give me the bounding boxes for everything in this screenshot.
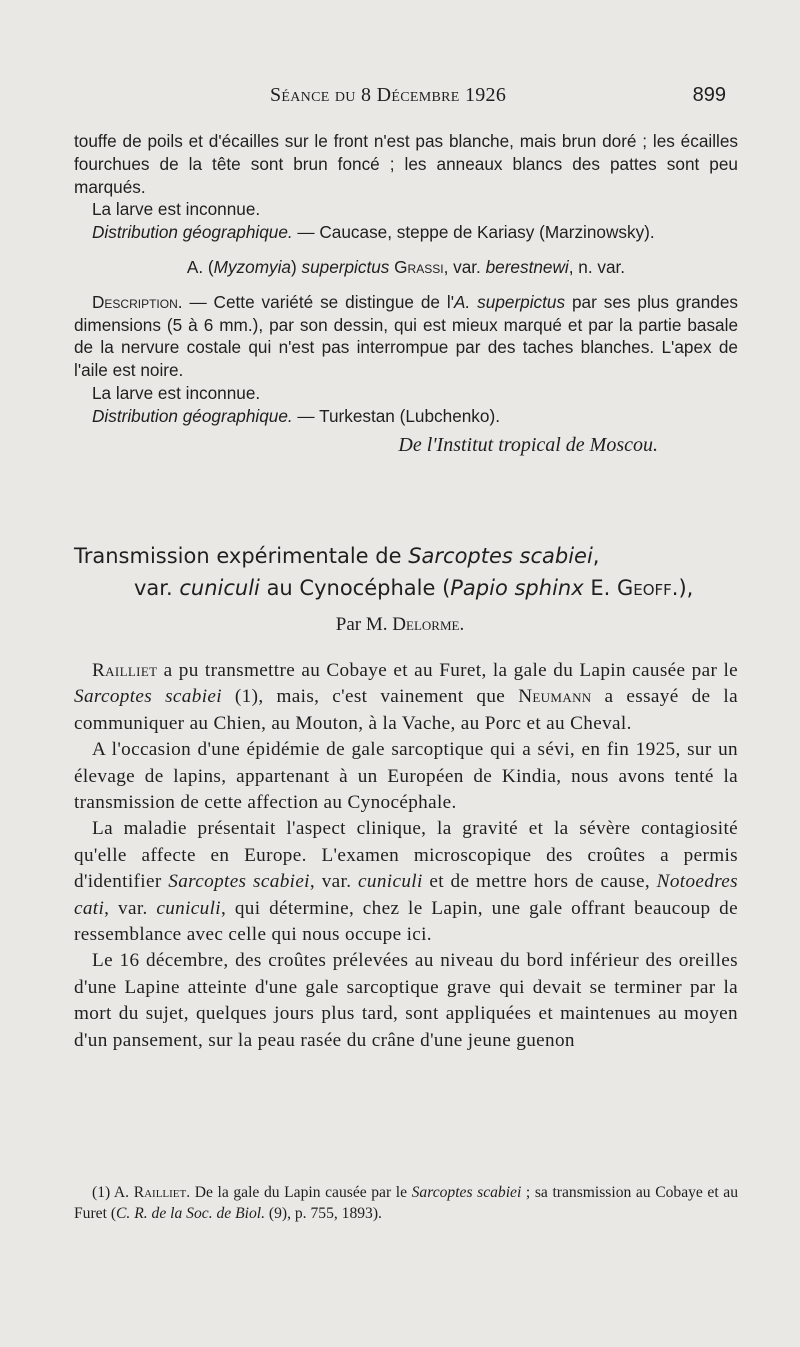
institution-signature: De l'Institut tropical de Moscou. [398,433,658,456]
running-header [0,84,800,114]
article-author: Par M. Delorme. [335,614,465,635]
species-heading: A. (Myzomyia) superpictus Grassi, var. berestnewi, n. var. [186,256,626,277]
paragraph: A l'occasion d'une épidémie de gale sarcoptique qui a sévi, en fin 1925, sur un élevage de lapins, appartenant à un Européen de Kindia, nous avons tenté la transmission de cette affection au Cynocéphale. [74,739,738,814]
footnote: (1) A. Railliet. De la gale du Lapin causée par le Sarcoptes scabiei ; sa transmission au Cobaye et au Furet (C. R. de la Soc. de Biol. (9), p. 755, 1893). [74,1184,738,1222]
paragraph: La maladie présentait l'aspect clinique, la gravité et la sévère contagiosité qu'elle affecte en Europe. L'examen microscopique des croûtes a permis d'identifier Sarcoptes scabiei, var. cuniculi et de mettre hors de cause, Notoedres cati, var. cuniculi, qui détermine, chez le Lapin, une gale offrant beaucoup de ressemblance avec celle qui nous occupe ici. [74,818,738,946]
article-body [74,658,738,1054]
paragraph: touffe de poils et d'écailles sur le front n'est pas blanche, mais brun doré ; les écailles fourchues de la tête sont brun foncé ; les anneaux blancs des pattes sont peu marqués. [74,131,738,197]
paragraph: La larve est inconnue. [92,382,261,403]
paragraph: La larve est inconnue. [92,199,261,220]
paragraph: Le 16 décembre, des croûtes prélevées au niveau du bord inférieur des oreilles d'une Lapine atteinte d'une gale sarcoptique grave qui devait se terminer par la mort du sujet, quelques jours plus tard, sont appliquées et maintenues au moyen d'un pansement, sur la peau rasée du crâne d'une jeune guenon [74,950,738,1051]
running-head: Séance du 8 Décembre 1926 [270,84,507,106]
paragraph: Description. — Cette variété se distingue de l'A. superpictus par ses plus grandes dimensions (5 à 6 mm.), par son dessin, qui est mieux marqué et par la partie basale de la nervure costale qui n'est pas interrompue par des taches blanches. L'apex de l'aile est noire. [74,291,738,381]
paragraph: Distribution géographique. — Turkestan (Lubchenko). [92,405,500,426]
article-title: Transmission expérimentale de Sarcoptes scabiei, var. cuniculi au Cynocéphale (Papio sphinx E. Geoff.), [74,544,694,600]
paragraph: Railliet a pu transmettre au Cobaye et au Furet, la gale du Lapin causée par le Sarcoptes scabiei (1), mais, c'est vainement que Neumann a essayé de la communiquer au Chien, au Mouton, à la Vache, au Porc et au Cheval. [74,660,738,734]
previous-article-end [74,130,738,456]
paragraph: Distribution géographique. — Caucase, steppe de Kariasy (Marzinowsky). [92,222,655,243]
page-number: 899 [692,84,726,106]
